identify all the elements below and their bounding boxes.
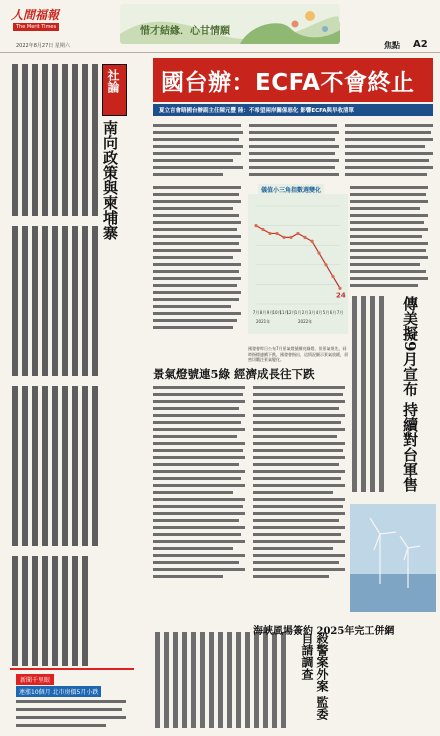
logo-en: The Merit Times [13,23,59,31]
page-number: A2 [413,39,428,50]
logo [8,6,68,36]
chart-tick-label: 3月 [308,310,316,315]
chart-point [254,224,257,227]
editorial-title-text: 南向政策與柬埔寨 [101,120,119,240]
economy-title: 景氣燈號連5綠 經濟成長往下跌 [153,367,315,381]
top-story-body [153,122,433,180]
wind-headline-area [253,622,437,732]
wind-photo [350,504,436,612]
editorial-badge [102,64,127,116]
right-text-body [350,184,430,294]
chart-point [275,232,278,235]
masthead-rule [0,52,440,53]
main-area [145,56,440,735]
vertical-story-military [393,296,433,496]
story-police-title: 殺警案外案 監委自請調查 [300,632,329,721]
chart-tick-label: 1月 [294,310,302,315]
editorial-body [10,64,98,674]
chart-point [338,287,341,290]
chart-tick-label: 7月 [252,310,260,315]
editorial-badge-label: 社論 [106,69,120,93]
chart-title: 儀值小三角指數週變化 [258,184,324,195]
editorial-title [100,120,128,300]
chart-tick-label: 9月 [266,310,274,315]
chart-point [331,275,334,278]
chart-svg [248,194,348,334]
chart-point [268,232,271,235]
headline-subtitle-bar [153,104,433,116]
masthead [0,0,440,56]
wind-title: 海峽風場簽約 2025年完工併網 [253,626,395,637]
headline-title: 國台辦：ECFA不會終止 [161,70,415,96]
date-line: 2022年8月27日 星期六 [16,43,70,49]
chart-tick-label: 12月 [286,310,296,315]
chart-point [303,236,306,239]
brief-tag: 新聞千里眼 [16,674,54,685]
brief-title: 連漲10個月 北市房價5月小跌 [16,686,101,697]
editorial-column [0,56,140,735]
chart-point [282,236,285,239]
chart-tick-label: 2月 [301,310,309,315]
banner [120,4,340,44]
page-label: 焦點 [384,41,400,50]
chart-point [310,240,313,243]
chart-point [289,236,292,239]
chart-point [296,232,299,235]
military-body [350,296,390,496]
chart-point [324,263,327,266]
brief-box [10,668,134,732]
chart-panel [248,184,348,344]
left-text-body [153,184,243,344]
chart-tick-label: 10月 [272,310,282,315]
chart-tick-label: 7月 [336,310,344,315]
chart-tick-label: 4月 [315,310,323,315]
chart-point [317,251,320,254]
chart-tick-label: 5月 [322,310,330,315]
story-military-sales-title: 傳美擬9月宣布 持續對台軍售 [401,296,419,492]
chart-point [261,228,264,231]
chart-caption: 國發會昨日公布7月景氣燈號續亮綠燈，但景氣領先、同時指標連續下跌，國發會指出，這情況顯示景氣放緩，須密切觀注景氣變化。 [248,346,348,362]
logo-cn: 人間福報 [11,8,60,22]
chart-tick-label: 6月 [329,310,337,315]
headline-subtitle: 夏立言會晤國台辦副主任陳元豐 陸：不希望兩岸關係惡化 影響ECFA與早收清單 [159,108,355,114]
headline-block [153,58,433,102]
chart-tick-label: 8月 [259,310,267,315]
banner-text: 惜才結緣．心甘情願 [140,26,230,37]
chart-year-label: 2021年 [256,319,271,324]
chart-tick-label: 11月 [279,310,289,315]
economy-story [153,366,349,596]
chart-year-label: 2022年 [298,319,313,324]
chart-data-label: 24 [336,291,346,300]
